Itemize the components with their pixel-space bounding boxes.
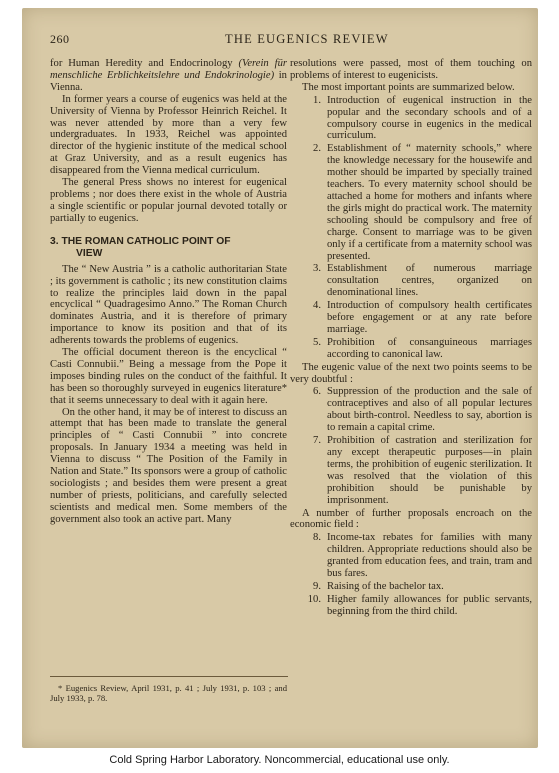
running-title: THE EUGENICS REVIEW: [225, 32, 389, 46]
resolution-list-a: [290, 95, 532, 361]
paragraph-doubtful: The eugenic value of the next two points seems to be very doubtful :: [290, 361, 532, 385]
resolution-item: [290, 581, 532, 593]
item-number: 7.: [313, 435, 321, 447]
item-number: 6.: [313, 386, 321, 398]
resolution-list-c: [290, 532, 532, 617]
right-column: [290, 58, 532, 619]
item-text: Prohibition of castration and sterilization for any except therapeutic purposes—in plain terms, the prohibition of eugenic sterilization. It was resolved that the violation of this prohibition should be punishable by imprisonment.: [327, 435, 532, 506]
item-text: Higher family allowances for public servants, beginning from the third child.: [327, 593, 532, 617]
footnote: * Eugenics Review, April 1931, p. 41 ; July 1931, p. 103 ; and July 1933, p. 78.: [50, 683, 287, 704]
resolution-list-b: [290, 386, 532, 506]
item-text: Establishment of “ maternity schools,” where the knowledge necessary for the housewife and mother should be imparted by specially trained teachers. To every maternity school should be attached a home for mothers and infants where the girls might do practical work. The maternity schooling should be compulsory and free of charge. Consent to marriage was to be given only if a certificate from a maternity school was presented.: [327, 143, 532, 262]
resolution-item: [290, 95, 532, 143]
paragraph-economic: A number of further proposals encroach on the economic field :: [290, 507, 532, 531]
archive-credit: Cold Spring Harbor Laboratory. Noncommercial, educational use only.: [109, 754, 450, 766]
item-number: 5.: [313, 336, 321, 348]
item-number: 1.: [313, 94, 321, 106]
item-number: 4.: [313, 300, 321, 312]
german-society-name: (Verein für menschliche Erblichkeitslehre und Endokrinologie): [50, 58, 287, 81]
item-number: 9.: [313, 580, 321, 592]
resolution-item: [290, 435, 532, 506]
item-text: Establishment of numerous marriage consultation centres, organized on denominational lines.: [327, 263, 532, 299]
paragraph-points-intro: The most important points are summarized below.: [302, 81, 515, 93]
paragraph-vienna-meeting: On the other hand, it may be of interest to discuss an attempt that has been made to translate the general principles of “ Casti Connubii ” into concrete proposals. In January 1934 a meeting was held in Vienna to discuss “ The Position of the Family in Nation and State.” Its sponsors were a group of catholic sociologists ; and besides them were present a great number of priests, politicians, and carefully selected scientists and medical men. Some members of the government also took an active part. Many: [50, 406, 287, 525]
page-header: [50, 32, 522, 48]
item-number: 10.: [307, 593, 321, 605]
resolution-item: [290, 594, 532, 618]
page-number: 260: [50, 32, 70, 46]
resolution-item: [290, 263, 532, 299]
resolution-item: [290, 143, 532, 262]
resolution-item: [290, 337, 532, 361]
paragraph-new-austria: The “ New Austria ” is a catholic authoritarian State ; its government is catholic ; its new constitution claims to realize the principles laid down in the papal encyclical “ Quadragesimo Anno.” The Roman Church dominates Austria, and it is therefore of primary importance to know its position and that of its adherents towards the problems of eugenics.: [50, 263, 287, 347]
section-heading: 3. THE ROMAN CATHOLIC POINT OF VIEW: [50, 235, 231, 259]
left-column: [50, 58, 287, 526]
footnote-divider: [50, 676, 288, 677]
item-number: 8.: [313, 532, 321, 544]
paragraph-press: The general Press shows no interest for eugenical problems ; nor does there exist in the whole of Austria a single scientific or popular journal devoted totally or partially to eugenics.: [50, 177, 287, 224]
item-text: Raising of the bachelor tax.: [327, 580, 444, 592]
resolution-item: [290, 300, 532, 336]
paragraph-casti-connubii: The official document thereon is the encyclical “ Casti Connubii.” Being a message from the Pope it imposes binding rules on the conduct of the faithful. It has been so thoroughly surveyed in eugenics literature* that it seems unnecessary to deal with it again here.: [50, 347, 287, 406]
item-text: Income-tax rebates for families with many children. Appropriate reductions should also be granted from education fees, and train, tram and bus fares.: [327, 532, 532, 580]
item-text: Introduction of compulsory health certificates before engagement or at any rate before marriage.: [327, 300, 532, 335]
journal-page: [22, 8, 538, 748]
resolution-item: [290, 386, 532, 434]
paragraph-continuation: for Human Heredity and Endocrinology (Verein für menschliche Erblichkeitslehre und Endokrinologie) in Vienna.: [50, 58, 287, 93]
item-text: Prohibition of consanguineous marriages according to canonical law.: [327, 336, 532, 360]
item-text: Suppression of the production and the sale of contraceptives and also of all popular lectures about birth-control. Needless to say, abortion is to remain a capital crime.: [327, 386, 532, 434]
paragraph-resolutions: resolutions were passed, most of them touching on problems of interest to eugenicists.: [290, 58, 532, 81]
resolution-item: [290, 532, 532, 580]
paragraph-vienna-course: In former years a course of eugenics was held at the University of Vienna by Professor Heinrich Reichel. It was never attended by more than a very few undergraduates. In 1933, Reichel was appointed director of the hygienic institute of the medical school at Graz University, and as a result eugenics has disappeared from the Vienna medical curriculum.: [50, 93, 287, 177]
item-text: Introduction of eugenical instruction in the popular and the secondary schools and of a compulsory course in eugenics in the medical curriculum.: [327, 94, 532, 142]
item-number: 2.: [313, 143, 321, 155]
item-number: 3.: [313, 263, 321, 275]
